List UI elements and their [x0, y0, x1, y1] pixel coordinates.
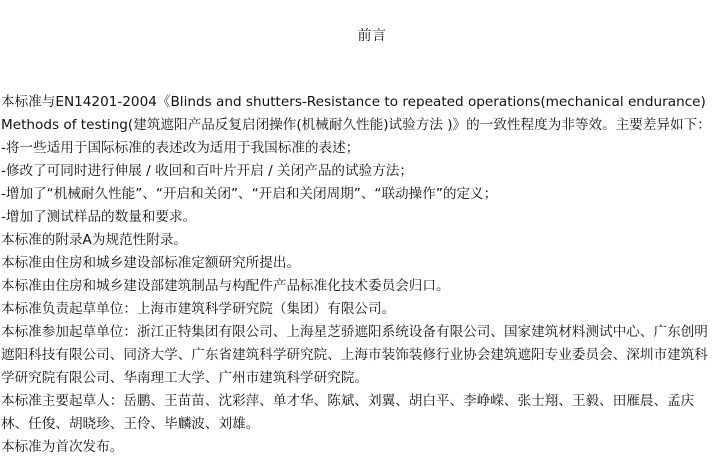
paragraph-intro: 本标准与EN14201-2004《Blinds and shutters-Resistance to repeated operations(mechanical endurance) Methods of testing(建筑遮阳产品反复启闭操作(机械耐久性能)试验方法 )》的一致性程度为非等效。主要差异如下：: [1, 94, 711, 133]
paragraph-diff-2: -修改了可同时进行伸展 / 收回和百叶片开启 / 关闭产品的试验方法；: [1, 163, 413, 179]
paragraph-proposer: 本标准由住房和城乡建设部标准定额研究所提出。: [1, 255, 301, 271]
paragraph-committee: 本标准由住房和城乡建设部建筑制品与构配件产品标准化技术委员会归口。: [1, 278, 450, 294]
paragraph-diff-1: -将一些适用于国际标准的表述改为适用于我国标准的表述；: [1, 140, 360, 156]
document-heading: 前言: [357, 28, 387, 44]
paragraph-drafters: 本标准主要起草人：岳鹏、王苗苗、沈彩萍、单才华、陈斌、刘翼、胡白平、李峥嵘、张士翔、王毅、田雁晨、孟庆林、任俊、胡晓珍、王伶、毕麟波、刘雄。: [1, 393, 695, 432]
paragraph-diff-3: -增加了“机械耐久性能”、“开启和关闭”、“开启和关闭周期”、“联动操作”的定义；: [1, 186, 498, 202]
paragraph-lead-drafter: 本标准负责起草单位：上海市建筑科学研究院（集团）有限公司。: [1, 301, 396, 317]
paragraph-participants: 本标准参加起草单位：浙江正特集团有限公司、上海星芝骄遮阳系统设备有限公司、国家建筑材料测试中心、广东创明遮阳科技有限公司、同济大学、广东省建筑科学研究院、上海市装饰装修行业协会建筑遮阳专业委员会、深圳市建筑科学研究院有限公司、华南理工大学、广州市建筑科学研究院。: [1, 324, 708, 386]
paragraph-diff-4: -增加了测试样品的数量和要求。: [1, 209, 197, 225]
paragraph-appendix: 本标准的附录A为规范性附录。: [1, 232, 188, 248]
document-body: [1, 91, 713, 459]
paragraph-first-release: 本标准为首次发布。: [1, 439, 124, 455]
